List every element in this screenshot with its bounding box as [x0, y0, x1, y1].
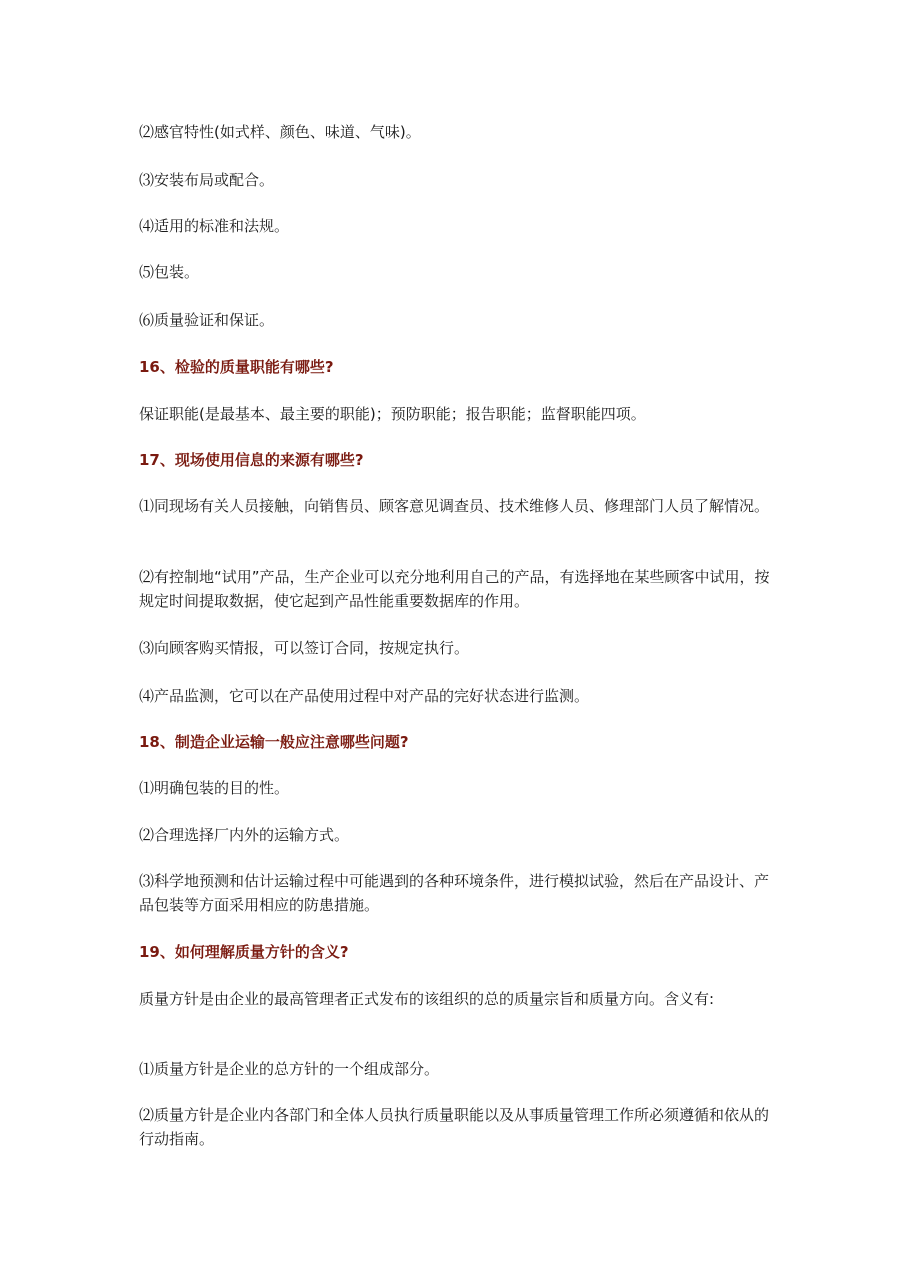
paragraph-item-3: ⑶科学地预测和估计运输过程中可能遇到的各种环境条件，进行模拟试验，然后在产品设计、产品包装等方面采用相应的防患措施。 [139, 872, 770, 914]
paragraph-item-4: ⑷适用的标准和法规。 [139, 217, 290, 235]
paragraph-item-2: ⑵有控制地“试用”产品，生产企业可以充分地利用自己的产品，有选择地在某些顾客中试用，按规定时间提取数据，使它起到产品性能重要数据库的作用。 [139, 568, 770, 610]
question-heading-18: 18、制造企业运输一般应注意哪些问题? [139, 733, 409, 751]
paragraph-item-3: ⑶向顾客购买情报，可以签订合同，按规定执行。 [139, 639, 470, 657]
paragraph-item-3: ⑶安装布局或配合。 [139, 171, 275, 189]
paragraph-item-4: ⑷产品监测，它可以在产品使用过程中对产品的完好状态进行监测。 [139, 687, 590, 705]
paragraph-item-1: ⑴明确包装的目的性。 [139, 779, 290, 797]
answer-paragraph: 保证职能(是最基本、最主要的职能)；预防职能；报告职能；监督职能四项。 [139, 405, 646, 423]
paragraph-item-1: ⑴同现场有关人员接触，向销售员、顾客意见调查员、技术维修人员、修理部门人员了解情况。 [139, 497, 770, 515]
question-heading-17: 17、现场使用信息的来源有哪些? [139, 451, 364, 469]
question-heading-16: 16、检验的质量职能有哪些? [139, 358, 334, 376]
question-heading-19: 19、如何理解质量方针的含义? [139, 943, 349, 961]
paragraph-item-2: ⑵质量方针是企业内各部门和全体人员执行质量职能以及从事质量管理工作所必须遵循和依从的行动指南。 [139, 1106, 770, 1148]
paragraph-item-5: ⑸包装。 [139, 263, 200, 281]
paragraph-item-2: ⑵感官特性(如式样、颜色、味道、气味)。 [139, 123, 421, 141]
paragraph-item-1: ⑴质量方针是企业的总方针的一个组成部分。 [139, 1060, 440, 1078]
answer-paragraph: 质量方针是由企业的最高管理者正式发布的该组织的总的质量宗旨和质量方向。含义有: [139, 990, 715, 1008]
paragraph-item-6: ⑹质量验证和保证。 [139, 311, 275, 329]
paragraph-item-2: ⑵合理选择厂内外的运输方式。 [139, 826, 350, 844]
